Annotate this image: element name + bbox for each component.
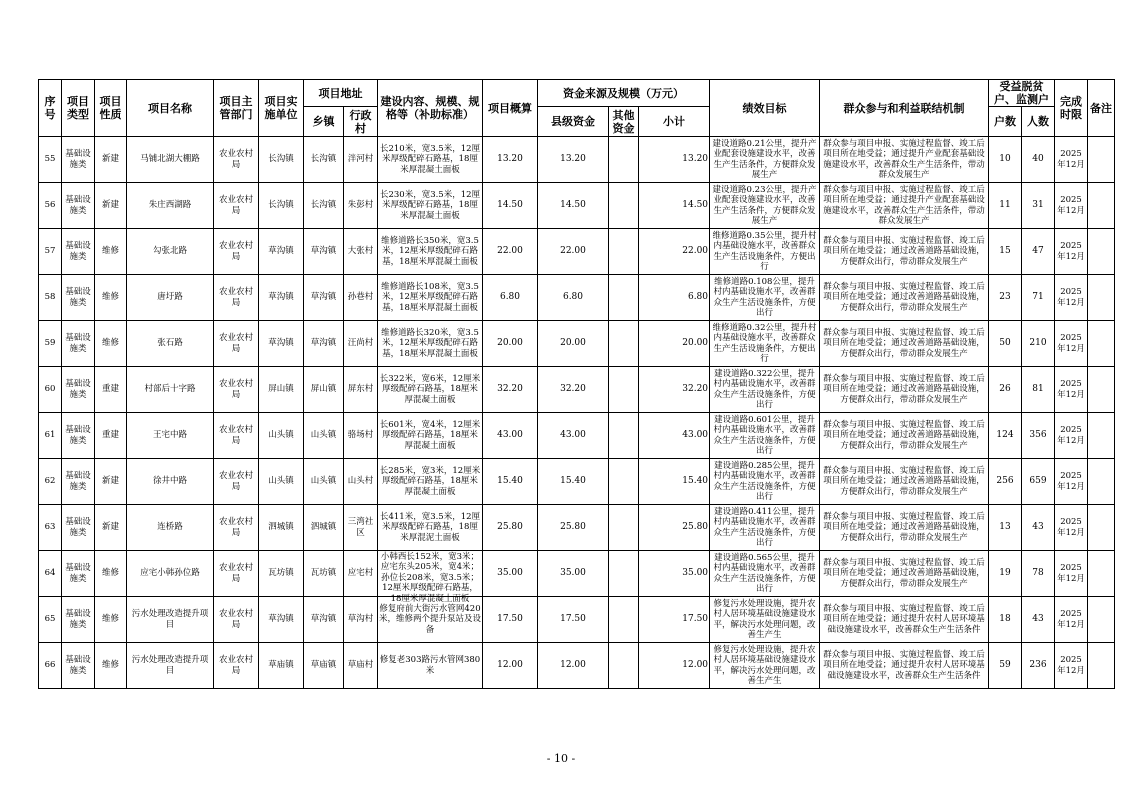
households-cell: 256: [989, 459, 1022, 505]
nature-cell: 新建: [95, 505, 127, 551]
other-cell: [609, 413, 639, 459]
town-cell: 山头镇: [304, 459, 344, 505]
county-cell: 25.80: [538, 505, 609, 551]
name-cell: 张石路: [127, 321, 214, 367]
table-row: [39, 321, 1115, 367]
nature-cell: 重建: [95, 413, 127, 459]
header-mechanism: 群众参与和利益联结机制: [820, 80, 989, 137]
other-cell: [609, 321, 639, 367]
village-cell: 孙巷村: [344, 275, 378, 321]
county-cell: 17.50: [538, 597, 609, 643]
impl-cell: 泗城镇: [259, 505, 304, 551]
households-cell: 18: [989, 597, 1022, 643]
mechanism-cell: 群众参与项目申报、实施过程监督、竣工后项目所在地受益；通过改善道路基础设施，方便群众出行，带动群众发展生产: [820, 321, 989, 367]
goal-cell: 建设道路0.322公里，提升村内基础设施水平，改善群众生产生活设施条件，方便出行: [710, 367, 820, 413]
dept-cell: 农业农村局: [214, 643, 259, 689]
goal-cell: 建设道路0.601公里，提升村内基础设施水平，改善群众生产生活设施条件，方便出行: [710, 413, 820, 459]
name-cell: 村部后十字路: [127, 367, 214, 413]
table-row: [39, 275, 1115, 321]
table-row: [39, 505, 1115, 551]
type-cell: 基础设施类: [62, 137, 95, 183]
impl-cell: 山头镇: [259, 413, 304, 459]
mechanism-cell: 群众参与项目申报、实施过程监督、竣工后项目所在地受益；通过提升产业配套基础设施建设水平，改善群众生产生活条件，带动群众发展生产: [820, 183, 989, 229]
header-name: 项目名称: [127, 80, 214, 137]
goal-cell: 建设道路0.411公里，提升村内基础设施水平，改善群众生产生活设施条件，方便出行: [710, 505, 820, 551]
county-cell: 6.80: [538, 275, 609, 321]
dept-cell: 农业农村局: [214, 367, 259, 413]
town-cell: 草沟镇: [304, 229, 344, 275]
dept-cell: 农业农村局: [214, 413, 259, 459]
county-cell: 14.50: [538, 183, 609, 229]
nature-cell: 重建: [95, 367, 127, 413]
nature-cell: 维修: [95, 229, 127, 275]
deadline-cell: 2025年12月: [1055, 137, 1088, 183]
content-cell: 修复老303路污水管网380米: [378, 643, 483, 689]
remark-cell: [1088, 137, 1115, 183]
seq-cell: 55: [39, 137, 62, 183]
village-cell: 屏东村: [344, 367, 378, 413]
seq-cell: 64: [39, 551, 62, 597]
dept-cell: 农业农村局: [214, 275, 259, 321]
village-cell: 泮河村: [344, 137, 378, 183]
mechanism-cell: 群众参与项目申报、实施过程监督、竣工后项目所在地受益；通过改善道路基础设施，方便群众出行，带动群众发展生产: [820, 229, 989, 275]
header-seq: 序号: [39, 80, 62, 137]
people-cell: 47: [1022, 229, 1055, 275]
other-cell: [609, 505, 639, 551]
remark-cell: [1088, 275, 1115, 321]
header-county: 县级资金: [538, 107, 609, 137]
header-town: 乡镇: [304, 107, 344, 137]
mechanism-cell: 群众参与项目申报、实施过程监督、竣工后项目所在地受益；通过改善道路基础设施，方便群众出行，带动群众发展生产: [820, 551, 989, 597]
dept-cell: 农业农村局: [214, 137, 259, 183]
deadline-cell: 2025年12月: [1055, 643, 1088, 689]
content-cell: 维修道路长108米，宽3.5米，12厘米厚级配碎石路基，18厘米厚混凝土面板: [378, 275, 483, 321]
content-cell: 小韩西长152米，宽3米；应宅东头205米，宽4米；孙位长208米，宽3.5米；12厘米厚级配碎石路基，18厘米厚混凝土面板: [378, 551, 483, 597]
table-row: [39, 137, 1115, 183]
households-cell: 23: [989, 275, 1022, 321]
content-cell: 长411米，宽3.5米，12厘米厚级配碎石路基，18厘米厚混泥土面板: [378, 505, 483, 551]
other-cell: [609, 183, 639, 229]
dept-cell: 农业农村局: [214, 597, 259, 643]
deadline-cell: 2025年12月: [1055, 505, 1088, 551]
dept-cell: 农业农村局: [214, 321, 259, 367]
goal-cell: 维修道路0.35公里，提升村内基础设施水平，改善群众生产生活设施条件，方便出行: [710, 229, 820, 275]
header-impl: 项目实施单位: [259, 80, 304, 137]
table-row: [39, 597, 1115, 643]
table-row: [39, 413, 1115, 459]
content-cell: 维修道路长320米，宽3.5米，12厘米厚级配碎石路基，18厘米厚混凝土面板: [378, 321, 483, 367]
name-cell: 唐圩路: [127, 275, 214, 321]
subtotal-cell: 12.00: [639, 643, 710, 689]
budget-cell: 15.40: [483, 459, 538, 505]
village-cell: 山头村: [344, 459, 378, 505]
name-cell: 污水处理改造提升项目: [127, 597, 214, 643]
remark-cell: [1088, 551, 1115, 597]
table-row: [39, 229, 1115, 275]
people-cell: 71: [1022, 275, 1055, 321]
seq-cell: 58: [39, 275, 62, 321]
header-village: 行政村: [344, 107, 378, 137]
budget-cell: 32.20: [483, 367, 538, 413]
subtotal-cell: 15.40: [639, 459, 710, 505]
impl-cell: 草沟镇: [259, 321, 304, 367]
other-cell: [609, 551, 639, 597]
other-cell: [609, 643, 639, 689]
name-cell: 徐井中路: [127, 459, 214, 505]
village-cell: 应宅村: [344, 551, 378, 597]
town-cell: 草沟镇: [304, 597, 344, 643]
households-cell: 26: [989, 367, 1022, 413]
people-cell: 356: [1022, 413, 1055, 459]
name-cell: 连桥路: [127, 505, 214, 551]
type-cell: 基础设施类: [62, 229, 95, 275]
remark-cell: [1088, 321, 1115, 367]
subtotal-cell: 22.00: [639, 229, 710, 275]
other-cell: [609, 137, 639, 183]
type-cell: 基础设施类: [62, 413, 95, 459]
budget-cell: 25.80: [483, 505, 538, 551]
type-cell: 基础设施类: [62, 183, 95, 229]
deadline-cell: 2025年12月: [1055, 459, 1088, 505]
content-cell: 长322米，宽6米，12厘米厚级配碎石路基，18厘米厚混凝土面板: [378, 367, 483, 413]
seq-cell: 60: [39, 367, 62, 413]
seq-cell: 59: [39, 321, 62, 367]
budget-cell: 35.00: [483, 551, 538, 597]
header-remark: 备注: [1088, 80, 1115, 137]
subtotal-cell: 20.00: [639, 321, 710, 367]
remark-cell: [1088, 413, 1115, 459]
deadline-cell: 2025年12月: [1055, 413, 1088, 459]
mechanism-cell: 群众参与项目申报、实施过程监督、竣工后项目所在地受益；通过提升产业配套基础设施建设水平，改善群众生产生活条件，带动群众发展生产: [820, 137, 989, 183]
name-cell: 污水处理改造提升项目: [127, 643, 214, 689]
town-cell: 屏山镇: [304, 367, 344, 413]
goal-cell: 维修道路0.32公里，提升村内基础设施水平，改善群众生产生活设施条件，方便出行: [710, 321, 820, 367]
mechanism-cell: 群众参与项目申报、实施过程监督、竣工后项目所在地受益；通过改善道路基础设施，方便群众出行，带动群众发展生产: [820, 459, 989, 505]
other-cell: [609, 275, 639, 321]
deadline-cell: 2025年12月: [1055, 597, 1088, 643]
people-cell: 81: [1022, 367, 1055, 413]
type-cell: 基础设施类: [62, 551, 95, 597]
mechanism-cell: 群众参与项目申报、实施过程监督、竣工后项目所在地受益；通过提升农村人居环境基础设施建设水平，改善群众生产生活条件: [820, 597, 989, 643]
name-cell: 朱庄西湖路: [127, 183, 214, 229]
content-cell: 长601米，宽4米，12厘米厚级配碎石路基，18厘米厚混凝土面板: [378, 413, 483, 459]
households-cell: 59: [989, 643, 1022, 689]
county-cell: 12.00: [538, 643, 609, 689]
nature-cell: 新建: [95, 137, 127, 183]
dept-cell: 农业农村局: [214, 459, 259, 505]
people-cell: 78: [1022, 551, 1055, 597]
header-address: 项目地址: [304, 80, 378, 107]
other-cell: [609, 367, 639, 413]
project-table: [38, 79, 1115, 689]
other-cell: [609, 597, 639, 643]
village-cell: 三湾社区: [344, 505, 378, 551]
people-cell: 236: [1022, 643, 1055, 689]
subtotal-cell: 35.00: [639, 551, 710, 597]
budget-cell: 13.20: [483, 137, 538, 183]
mechanism-cell: 群众参与项目申报、实施过程监督、竣工后项目所在地受益；通过提升农村人居环境基础设施建设水平，改善群众生产生活条件: [820, 643, 989, 689]
village-cell: 朱彭村: [344, 183, 378, 229]
seq-cell: 61: [39, 413, 62, 459]
subtotal-cell: 13.20: [639, 137, 710, 183]
budget-cell: 43.00: [483, 413, 538, 459]
households-cell: 11: [989, 183, 1022, 229]
type-cell: 基础设施类: [62, 459, 95, 505]
town-cell: 山头镇: [304, 413, 344, 459]
nature-cell: 维修: [95, 551, 127, 597]
type-cell: 基础设施类: [62, 643, 95, 689]
town-cell: 瓦坊镇: [304, 551, 344, 597]
type-cell: 基础设施类: [62, 321, 95, 367]
impl-cell: 屏山镇: [259, 367, 304, 413]
budget-cell: 6.80: [483, 275, 538, 321]
table-row: [39, 183, 1115, 229]
other-cell: [609, 229, 639, 275]
county-cell: 32.20: [538, 367, 609, 413]
subtotal-cell: 6.80: [639, 275, 710, 321]
table-row: [39, 551, 1115, 597]
page-number: - 10 -: [546, 752, 576, 765]
deadline-cell: 2025年12月: [1055, 275, 1088, 321]
content-cell: 修复府前大街污水管网420米，维修两个提升泵站及设备: [378, 597, 483, 643]
remark-cell: [1088, 459, 1115, 505]
town-cell: 长沟镇: [304, 183, 344, 229]
deadline-cell: 2025年12月: [1055, 551, 1088, 597]
impl-cell: 草庙镇: [259, 643, 304, 689]
nature-cell: 维修: [95, 597, 127, 643]
households-cell: 15: [989, 229, 1022, 275]
county-cell: 13.20: [538, 137, 609, 183]
seq-cell: 63: [39, 505, 62, 551]
other-cell: [609, 459, 639, 505]
county-cell: 22.00: [538, 229, 609, 275]
county-cell: 15.40: [538, 459, 609, 505]
county-cell: 35.00: [538, 551, 609, 597]
impl-cell: 长沟镇: [259, 137, 304, 183]
remark-cell: [1088, 367, 1115, 413]
village-cell: 草沟村: [344, 597, 378, 643]
header-beneficiary: 受益脱贫户、监测户: [989, 80, 1055, 107]
subtotal-cell: 32.20: [639, 367, 710, 413]
impl-cell: 草沟镇: [259, 229, 304, 275]
seq-cell: 57: [39, 229, 62, 275]
people-cell: 40: [1022, 137, 1055, 183]
name-cell: 王宅中路: [127, 413, 214, 459]
budget-cell: 22.00: [483, 229, 538, 275]
deadline-cell: 2025年12月: [1055, 321, 1088, 367]
header-content: 建设内容、规模、规格等（补助标准）: [378, 80, 483, 137]
header-funds: 资金来源及规模（万元）: [538, 80, 710, 107]
table-row: [39, 367, 1115, 413]
name-cell: 应宅小韩孙位路: [127, 551, 214, 597]
dept-cell: 农业农村局: [214, 229, 259, 275]
seq-cell: 62: [39, 459, 62, 505]
people-cell: 659: [1022, 459, 1055, 505]
table-row: [39, 643, 1115, 689]
village-cell: 骆场村: [344, 413, 378, 459]
mechanism-cell: 群众参与项目申报、实施过程监督、竣工后项目所在地受益；通过改善道路基础设施，方便群众出行，带动群众发展生产: [820, 413, 989, 459]
impl-cell: 草沟镇: [259, 275, 304, 321]
households-cell: 19: [989, 551, 1022, 597]
goal-cell: 修复污水处理设施，提升农村人居环境基础设施建设水平，解决污水处理问题，改善生产生: [710, 597, 820, 643]
village-cell: 汪尚村: [344, 321, 378, 367]
header-budget: 项目概算: [483, 80, 538, 137]
header-people: 人数: [1022, 107, 1055, 137]
type-cell: 基础设施类: [62, 275, 95, 321]
header-subtotal: 小计: [639, 107, 710, 137]
seq-cell: 66: [39, 643, 62, 689]
name-cell: 勾张北路: [127, 229, 214, 275]
remark-cell: [1088, 643, 1115, 689]
deadline-cell: 2025年12月: [1055, 367, 1088, 413]
name-cell: 马铺北湖大棚路: [127, 137, 214, 183]
households-cell: 124: [989, 413, 1022, 459]
nature-cell: 新建: [95, 183, 127, 229]
households-cell: 13: [989, 505, 1022, 551]
budget-cell: 14.50: [483, 183, 538, 229]
nature-cell: 新建: [95, 459, 127, 505]
goal-cell: 修复污水处理设施，提升农村人居环境基础设施建设水平，解决污水处理问题，改善生产生: [710, 643, 820, 689]
table-body: [39, 137, 1115, 689]
header-goal: 绩效目标: [710, 80, 820, 137]
nature-cell: 维修: [95, 275, 127, 321]
header-type: 项目类型: [62, 80, 95, 137]
dept-cell: 农业农村局: [214, 551, 259, 597]
deadline-cell: 2025年12月: [1055, 229, 1088, 275]
town-cell: 草庙镇: [304, 643, 344, 689]
header-nature: 项目性质: [95, 80, 127, 137]
content-cell: 长210米，宽3.5米，12厘米厚级配碎石路基，18厘米厚混凝土面板: [378, 137, 483, 183]
budget-cell: 17.50: [483, 597, 538, 643]
goal-cell: 建设道路0.21公里，提升产业配套设施建设水平，改善生产生活条件，方便群众发展生产: [710, 137, 820, 183]
dept-cell: 农业农村局: [214, 183, 259, 229]
seq-cell: 56: [39, 183, 62, 229]
seq-cell: 65: [39, 597, 62, 643]
remark-cell: [1088, 505, 1115, 551]
impl-cell: 长沟镇: [259, 183, 304, 229]
town-cell: 长沟镇: [304, 137, 344, 183]
content-cell: 长230米，宽3.5米，12厘米厚级配碎石路基，18厘米厚混凝土面板: [378, 183, 483, 229]
subtotal-cell: 25.80: [639, 505, 710, 551]
header-households: 户数: [989, 107, 1022, 137]
subtotal-cell: 14.50: [639, 183, 710, 229]
people-cell: 43: [1022, 597, 1055, 643]
goal-cell: 建设道路0.23公里，提升产业配套设施建设水平，改善生产生活条件，方便群众发展生产: [710, 183, 820, 229]
remark-cell: [1088, 229, 1115, 275]
remark-cell: [1088, 597, 1115, 643]
type-cell: 基础设施类: [62, 367, 95, 413]
mechanism-cell: 群众参与项目申报、实施过程监督、竣工后项目所在地受益；通过改善道路基础设施，方便群众出行，带动群众发展生产: [820, 505, 989, 551]
households-cell: 50: [989, 321, 1022, 367]
people-cell: 31: [1022, 183, 1055, 229]
header-dept: 项目主管部门: [214, 80, 259, 137]
village-cell: 大张村: [344, 229, 378, 275]
deadline-cell: 2025年12月: [1055, 183, 1088, 229]
budget-cell: 20.00: [483, 321, 538, 367]
subtotal-cell: 43.00: [639, 413, 710, 459]
mechanism-cell: 群众参与项目申报、实施过程监督、竣工后项目所在地受益；通过改善道路基础设施，方便群众出行，带动群众发展生产: [820, 367, 989, 413]
town-cell: 草沟镇: [304, 275, 344, 321]
goal-cell: 维修道路0.108公里，提升村内基础设施水平，改善群众生产生活设施条件，方便出行: [710, 275, 820, 321]
nature-cell: 维修: [95, 321, 127, 367]
content-cell: 长285米，宽3米，12厘米厚级配碎石路基，18厘米厚混凝土面板: [378, 459, 483, 505]
people-cell: 43: [1022, 505, 1055, 551]
header-other: 其他资金: [609, 107, 639, 137]
goal-cell: 建设道路0.285公里，提升村内基础设施水平，改善群众生产生活设施条件，方便出行: [710, 459, 820, 505]
remark-cell: [1088, 183, 1115, 229]
county-cell: 20.00: [538, 321, 609, 367]
mechanism-cell: 群众参与项目申报、实施过程监督、竣工后项目所在地受益；通过改善道路基础设施，方便群众出行，带动群众发展生产: [820, 275, 989, 321]
town-cell: 草沟镇: [304, 321, 344, 367]
village-cell: 草庙村: [344, 643, 378, 689]
impl-cell: 山头镇: [259, 459, 304, 505]
header-deadline: 完成时限: [1055, 80, 1088, 137]
subtotal-cell: 17.50: [639, 597, 710, 643]
goal-cell: 建设道路0.565公里，提升村内基础设施水平，改善群众生产生活设施条件，方便出行: [710, 551, 820, 597]
dept-cell: 农业农村局: [214, 505, 259, 551]
town-cell: 泗城镇: [304, 505, 344, 551]
table-row: [39, 459, 1115, 505]
type-cell: 基础设施类: [62, 597, 95, 643]
budget-cell: 12.00: [483, 643, 538, 689]
type-cell: 基础设施类: [62, 505, 95, 551]
households-cell: 10: [989, 137, 1022, 183]
county-cell: 43.00: [538, 413, 609, 459]
content-cell: 维修道路长350米，宽3.5米，12厘米厚级配碎石路基，18厘米厚混凝土面板: [378, 229, 483, 275]
nature-cell: 维修: [95, 643, 127, 689]
impl-cell: 草沟镇: [259, 597, 304, 643]
people-cell: 210: [1022, 321, 1055, 367]
impl-cell: 瓦坊镇: [259, 551, 304, 597]
